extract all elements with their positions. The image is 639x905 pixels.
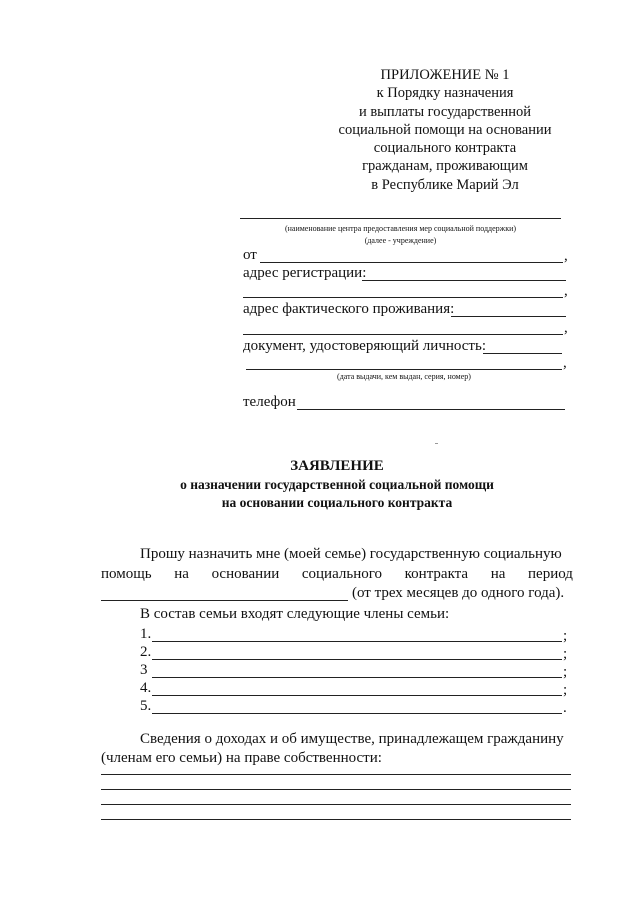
family-member-end: ; bbox=[563, 682, 568, 698]
from-label: от bbox=[243, 247, 257, 263]
registration-address-field[interactable] bbox=[362, 280, 566, 281]
actual-address-label: адрес фактического проживания: bbox=[243, 301, 455, 317]
stray-mark bbox=[435, 443, 438, 444]
id-document-field-2[interactable] bbox=[246, 369, 562, 370]
request-word: период bbox=[528, 566, 573, 582]
from-comma: , bbox=[564, 248, 568, 264]
income-line-2: (членам его семьи) на праве собственности: bbox=[101, 750, 382, 766]
income-field[interactable] bbox=[101, 789, 571, 790]
family-member-number: 4. bbox=[140, 680, 152, 696]
family-member-field[interactable] bbox=[152, 659, 562, 660]
income-line-1: Сведения о доходах и об имуществе, принадлежащем гражданину bbox=[140, 731, 564, 747]
appendix-line: социальной помощи на основании bbox=[338, 121, 552, 138]
id-document-field[interactable] bbox=[483, 353, 562, 354]
family-member-number: 3 bbox=[140, 662, 148, 678]
family-member-end: ; bbox=[563, 646, 568, 662]
appendix-line: к Порядку назначения bbox=[376, 85, 514, 102]
center-name-field[interactable] bbox=[240, 218, 561, 219]
request-word: на bbox=[174, 566, 189, 582]
id-document-caption: (дата выдачи, кем выдан, серия, номер) bbox=[337, 372, 471, 381]
family-member-field[interactable] bbox=[152, 695, 562, 696]
document-subtitle-2: на основании социального контракта bbox=[221, 495, 453, 510]
family-member-number: 5. bbox=[140, 698, 152, 714]
family-member-end: ; bbox=[563, 628, 568, 644]
family-member-number: 2. bbox=[140, 644, 152, 660]
center-name-caption: (наименование центра предоставления мер социальной поддержки) bbox=[284, 224, 517, 233]
appendix-line: гражданам, проживающим bbox=[362, 158, 528, 175]
request-line-3: (от трех месяцев до одного года). bbox=[352, 585, 565, 601]
from-field[interactable] bbox=[260, 262, 563, 263]
request-line-2 bbox=[101, 566, 573, 583]
request-word: основании bbox=[211, 566, 280, 582]
income-field[interactable] bbox=[101, 804, 571, 805]
id-document-comma: , bbox=[563, 355, 567, 371]
actual-address-field-2[interactable] bbox=[243, 334, 563, 335]
family-member-end: ; bbox=[563, 664, 568, 680]
appendix-block bbox=[320, 66, 570, 194]
phone-label: телефон bbox=[243, 394, 296, 410]
appendix-line: и выплаты государственной bbox=[358, 103, 532, 120]
request-word: социального bbox=[301, 566, 383, 582]
id-document-label: документ, удостоверяющий личность: bbox=[243, 338, 486, 354]
document-subtitle-1: о назначении государственной социальной помощи bbox=[180, 477, 494, 492]
registration-address-field-2[interactable] bbox=[243, 297, 563, 298]
appendix-line: социального контракта bbox=[373, 140, 517, 157]
income-field[interactable] bbox=[101, 774, 571, 775]
request-line-1: Прошу назначить мне (моей семье) государственную социальную bbox=[140, 546, 562, 562]
request-word: помощь bbox=[101, 566, 152, 582]
family-intro: В состав семьи входят следующие члены семьи: bbox=[140, 606, 450, 622]
appendix-line: в Республике Марий Эл bbox=[371, 176, 519, 193]
actual-address-comma: , bbox=[564, 320, 568, 336]
income-field[interactable] bbox=[101, 819, 571, 820]
period-field[interactable] bbox=[101, 600, 348, 601]
registration-address-label: адрес регистрации: bbox=[243, 265, 367, 281]
request-word: на bbox=[490, 566, 506, 582]
family-member-number: 1. bbox=[140, 626, 152, 642]
registration-comma: , bbox=[564, 283, 568, 299]
appendix-line: ПРИЛОЖЕНИЕ № 1 bbox=[380, 67, 510, 83]
actual-address-field[interactable] bbox=[451, 316, 566, 317]
phone-field[interactable] bbox=[297, 409, 565, 410]
center-name-caption-2: (далее - учреждение) bbox=[364, 236, 437, 245]
family-member-field[interactable] bbox=[152, 713, 562, 714]
request-word: контракта bbox=[404, 566, 469, 582]
document-title: ЗАЯВЛЕНИЕ bbox=[290, 458, 384, 474]
family-member-field[interactable] bbox=[152, 641, 562, 642]
family-member-field[interactable] bbox=[152, 677, 562, 678]
family-member-end: . bbox=[563, 700, 567, 716]
